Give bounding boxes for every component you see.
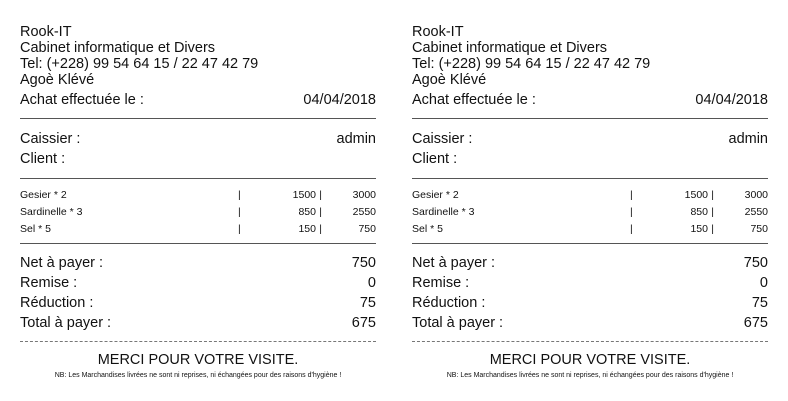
item-name: Sardinelle * 3	[20, 205, 83, 218]
receipt-right	[412, 24, 768, 379]
receipt-left	[20, 24, 376, 379]
company-phone: Tel: (+228) 99 54 64 15 / 22 47 42 79	[20, 56, 259, 72]
item-price: 150	[690, 222, 708, 235]
reduction-value: 75	[751, 295, 768, 311]
item-price: 850	[690, 205, 708, 218]
item-total: 2550	[352, 205, 376, 218]
item-total: 3000	[352, 188, 376, 201]
item-total: 750	[358, 222, 376, 235]
item-price: 850	[298, 205, 316, 218]
purchase-date: 04/04/2018	[695, 92, 768, 108]
item-separator: |	[630, 188, 633, 201]
purchase-date-row	[412, 90, 768, 119]
list-item	[20, 186, 376, 203]
item-separator: |	[319, 205, 322, 218]
item-separator: |	[711, 188, 714, 201]
cashier-block	[20, 119, 376, 179]
item-name: Sel * 5	[20, 222, 51, 235]
company-address: Agoè Klévé	[20, 72, 95, 88]
total-label: Total à payer :	[20, 315, 112, 331]
cashier-row	[412, 129, 768, 149]
item-price: 1500	[684, 188, 708, 201]
item-separator: |	[238, 188, 241, 201]
cashier-label: Caissier :	[20, 131, 81, 147]
item-name: Sardinelle * 3	[412, 205, 475, 218]
item-price: 1500	[292, 188, 316, 201]
item-separator: |	[711, 205, 714, 218]
client-row	[412, 149, 768, 169]
hygiene-note: NB: Les Marchandises livrées ne sont ni reprises, ni échangées pour des raisons d'hygiène !	[446, 372, 734, 379]
item-name: Gesier * 2	[20, 188, 67, 201]
list-item	[412, 220, 768, 237]
totals-block	[20, 244, 376, 342]
hygiene-note: NB: Les Marchandises livrées ne sont ni reprises, ni échangées pour des raisons d'hygiène !	[54, 372, 342, 379]
cashier-row	[20, 129, 376, 149]
item-separator: |	[238, 205, 241, 218]
net-label: Net à payer :	[20, 255, 104, 271]
total-value: 675	[743, 315, 768, 331]
reduction-row	[20, 293, 376, 313]
cashier-value: admin	[336, 131, 376, 147]
remise-label: Remise :	[20, 275, 78, 291]
cashier-label: Caissier :	[412, 131, 473, 147]
items-list	[412, 179, 768, 244]
item-separator: |	[319, 222, 322, 235]
list-item	[412, 203, 768, 220]
purchase-label: Achat effectuée le :	[20, 92, 144, 108]
company-name: Rook-IT	[20, 24, 72, 40]
thanks-message: MERCI POUR VOTRE VISITE.	[97, 352, 299, 368]
company-subtitle: Cabinet informatique et Divers	[412, 40, 608, 56]
purchase-date: 04/04/2018	[303, 92, 376, 108]
list-item	[20, 220, 376, 237]
client-row	[20, 149, 376, 169]
list-item	[412, 186, 768, 203]
item-price: 150	[298, 222, 316, 235]
net-value: 750	[351, 255, 376, 271]
remise-value: 0	[367, 275, 376, 291]
remise-row	[20, 273, 376, 293]
total-value: 675	[351, 315, 376, 331]
reduction-row	[412, 293, 768, 313]
purchase-date-row	[20, 90, 376, 119]
company-address: Agoè Klévé	[412, 72, 487, 88]
list-item	[20, 203, 376, 220]
reduction-label: Réduction :	[412, 295, 486, 311]
item-separator: |	[238, 222, 241, 235]
net-label: Net à payer :	[412, 255, 496, 271]
item-separator: |	[630, 205, 633, 218]
reduction-value: 75	[359, 295, 376, 311]
item-total: 3000	[744, 188, 768, 201]
cashier-value: admin	[728, 131, 768, 147]
item-separator: |	[630, 222, 633, 235]
item-total: 750	[750, 222, 768, 235]
net-value: 750	[743, 255, 768, 271]
items-list	[20, 179, 376, 244]
company-phone: Tel: (+228) 99 54 64 15 / 22 47 42 79	[412, 56, 651, 72]
remise-label: Remise :	[412, 275, 470, 291]
item-total: 2550	[744, 205, 768, 218]
purchase-label: Achat effectuée le :	[412, 92, 536, 108]
item-separator: |	[711, 222, 714, 235]
item-separator: |	[319, 188, 322, 201]
total-row	[20, 313, 376, 333]
totals-block	[412, 244, 768, 342]
remise-row	[412, 273, 768, 293]
item-name: Sel * 5	[412, 222, 443, 235]
client-label: Client :	[20, 151, 66, 167]
net-row	[20, 253, 376, 273]
total-label: Total à payer :	[412, 315, 504, 331]
item-name: Gesier * 2	[412, 188, 459, 201]
cashier-block	[412, 119, 768, 179]
total-row	[412, 313, 768, 333]
thanks-message: MERCI POUR VOTRE VISITE.	[489, 352, 691, 368]
company-name: Rook-IT	[412, 24, 464, 40]
company-subtitle: Cabinet informatique et Divers	[20, 40, 216, 56]
remise-value: 0	[759, 275, 768, 291]
net-row	[412, 253, 768, 273]
client-label: Client :	[412, 151, 458, 167]
reduction-label: Réduction :	[20, 295, 94, 311]
